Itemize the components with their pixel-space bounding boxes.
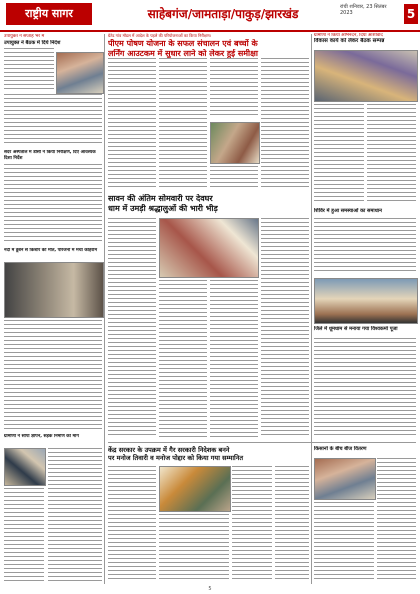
story-body (108, 218, 156, 438)
center-photo (159, 218, 259, 278)
story-photo (56, 52, 104, 94)
dateline: रांची शनिवार, 23 सितंबर 2023 (340, 4, 387, 16)
lead-body-col3b (210, 166, 258, 188)
story-center (108, 194, 308, 214)
section-rule (108, 442, 416, 443)
story-body (210, 280, 258, 438)
story-right-mid (314, 208, 416, 214)
story-body (48, 448, 102, 582)
story-body (4, 320, 102, 430)
lead-body-col2 (159, 58, 207, 188)
story-bottom-left (4, 434, 102, 440)
story-kicker: उपायुक्त ने सप्ताह भर में (4, 34, 45, 39)
story-photo (314, 50, 418, 102)
lead-body-col4 (261, 58, 309, 188)
story-headline: ग्रामीणों ने सौंपा ज्ञापन, सड़क निर्माण की मांग (4, 434, 79, 439)
story-photo (4, 262, 104, 318)
story-body (275, 466, 309, 582)
story-body (4, 94, 102, 146)
lead-photo (210, 122, 260, 164)
bottom-photo (159, 466, 231, 512)
story-mid-left (4, 150, 102, 162)
story-body (314, 104, 364, 204)
story-body (159, 514, 229, 582)
column-rule (104, 34, 105, 584)
story-body (232, 466, 272, 582)
story-body (4, 164, 102, 244)
story-body (314, 502, 374, 582)
story-right-mid-2 (314, 326, 416, 332)
section-title: साहेबगंज/जामताड़ा/पाकुड़/झारखंड (147, 7, 299, 21)
story-kicker: ग्रामीणों ने किया अभिनंदन, दिया आशीर्वाद (314, 33, 383, 38)
story-mid-left-2 (4, 248, 102, 254)
center-headline-line2: धाम में उमड़ी श्रद्धालुओं की भारी भीड़ (108, 204, 218, 213)
story-body (377, 458, 416, 582)
story-bottom-right (314, 446, 416, 452)
lead-body-col3 (210, 58, 258, 118)
story-lead (108, 33, 308, 59)
story-body (108, 466, 156, 582)
story-body (367, 104, 416, 204)
story-body (314, 338, 416, 438)
lead-kicker: ग्रेटेड गांव मॉडल में आदेश के पहले की परियोजनाओं का किया निरीक्षण। (108, 33, 212, 38)
lead-headline-line1: पीएम पोषण योजना के सफल संचालन एवं बच्चों के (108, 39, 258, 48)
story-body (261, 218, 309, 438)
story-photo (4, 448, 46, 486)
bottom-headline-line1: केंद्र सरकार के उपक्रम में गैर सरकारी निदेशक बनने (108, 446, 230, 454)
story-right-top (314, 33, 416, 45)
lead-headline-line2: लर्निंग आउटकम में सुधार लाने को लेकर हुई समीक्षा (108, 49, 258, 58)
story-body (159, 280, 207, 438)
story-body (4, 488, 44, 582)
page-number: 5 (404, 4, 418, 24)
story-photo (314, 278, 418, 324)
story-photo (314, 458, 376, 500)
column-rule (311, 34, 312, 584)
story-headline: विकास कार्य को लेकर बैठक सम्पन्न (314, 38, 385, 44)
story-body (4, 48, 54, 92)
masthead (0, 0, 420, 32)
story-headline: सदर अस्पताल में डीसी ने किया निरीक्षण, दिए आवश्यक दिशा निर्देश (4, 150, 96, 161)
story-headline: उपायुक्त ने बैठक में दिये निर्देश (4, 40, 61, 46)
brand-logo: राष्ट्रीय सागर (6, 3, 92, 25)
story-headline: शिविर में हुआ समस्याओं का समाधान (314, 208, 382, 214)
story-headline: नदी में डूबने से किशोर की मौत, परिजनों में मचा कोहराम (4, 248, 98, 253)
lead-body-col1 (108, 58, 156, 188)
story-bottom (108, 446, 316, 462)
story-headline: किसानों के बीच बीज वितरण (314, 446, 367, 452)
page-footer: 5 (208, 586, 212, 592)
story-headline: जिले में धूमधाम से मनाया गया विश्वकर्मा पूजा (314, 326, 398, 332)
center-headline-line1: सावन की अंतिम सोमवारी पर देवघर (108, 194, 213, 203)
bottom-headline-line2: पर मनोज तिवारी व मनोज पोद्दार को किया गया सम्मानित (108, 454, 244, 462)
story-body (314, 218, 416, 274)
